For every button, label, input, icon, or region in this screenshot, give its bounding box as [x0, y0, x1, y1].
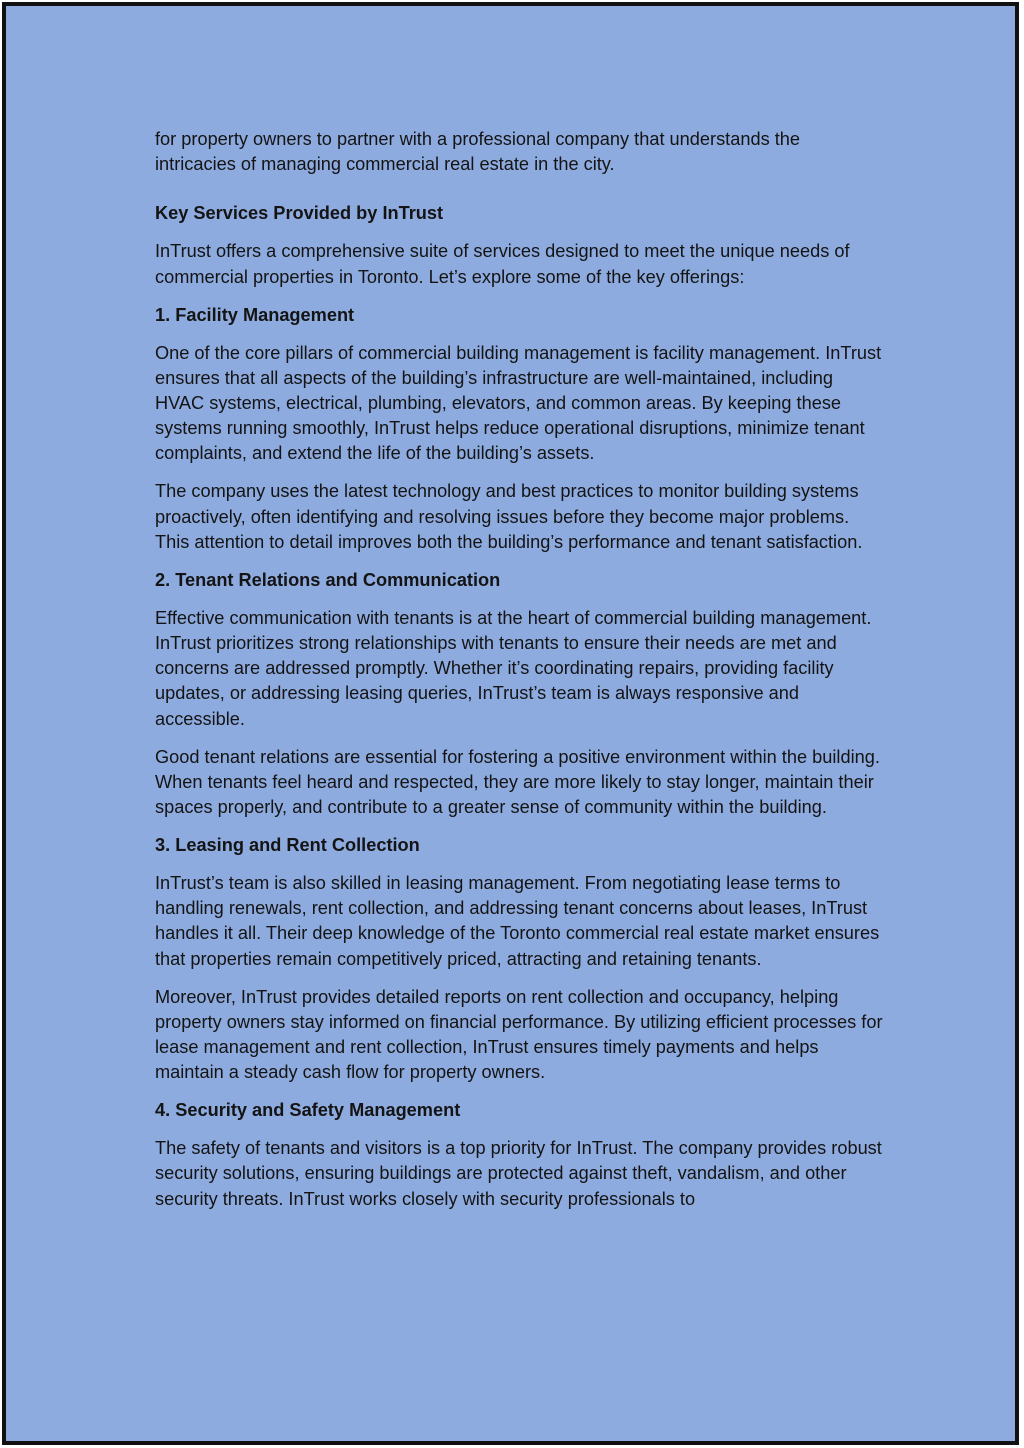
section-paragraph: Moreover, InTrust provides detailed reports on rent collection and occupancy, helping property owners stay informed on financial performance. By utilizing efficient processes for lease management and rent collection, InTrust ensures timely payments and helps maintain a steady cash flow for property owners.	[155, 986, 883, 1083]
section-paragraph: InTrust’s team is also skilled in leasing management. From negotiating lease terms to handling renewals, rent collection, and addressing tenant concerns about leases, InTrust handles it all. Their deep knowledge of the Toronto commercial real estate market ensures that properties remain competitively priced, attracting and retaining tenants.	[155, 873, 880, 969]
section-paragraph: Effective communication with tenants is at the heart of commercial building management. InTrust prioritizes strong relationships with tenants to ensure their needs are met and concerns are addressed promptly. Whether it’s coordinating repairs, providing facility updates, or addressing leasing queries, InTrust’s team is always responsive and accessible.	[155, 607, 872, 729]
section-paragraph: The safety of tenants and visitors is a top priority for InTrust. The company provides robust security solutions, ensuring buildings are protected against theft, vandalism, and other security threats. InTrust works closely with security professionals to	[155, 1138, 882, 1209]
document-page	[2, 2, 1019, 1445]
section-paragraph: The company uses the latest technology and best practices to monitor building systems proactively, often identifying and resolving issues before they become major problems. This attention to detail improves both the building’s performance and tenant satisfaction.	[155, 481, 863, 552]
section-heading-leasing: 3. Leasing and Rent Collection	[155, 835, 420, 856]
section-paragraph: Good tenant relations are essential for fostering a positive environment within the building. When tenants feel heard and respected, they are more likely to stay longer, maintain their spaces properly, and contribute to a greater sense of community within the building.	[155, 746, 880, 818]
document-body	[155, 127, 883, 1225]
services-heading: Key Services Provided by InTrust	[155, 203, 444, 224]
services-intro-paragraph: InTrust offers a comprehensive suite of services designed to meet the unique needs of commercial properties in Toronto. Let’s explore some of the key offerings:	[155, 241, 850, 287]
section-heading-tenant-relations: 2. Tenant Relations and Communication	[155, 569, 501, 590]
section-heading-security: 4. Security and Safety Management	[155, 1100, 461, 1121]
section-heading-facility-management: 1. Facility Management	[155, 304, 355, 325]
section-paragraph: One of the core pillars of commercial building management is facility management. InTrust ensures that all aspects of the building’s infrastructure are well-maintained, including HVAC systems, electrical, plumbing, elevators, and common areas. By keeping these systems running smoothly, InTrust helps reduce operational disruptions, minimize tenant complaints, and extend the life of the building’s assets.	[155, 342, 882, 464]
intro-paragraph: for property owners to partner with a professional company that understands the intricacies of managing commercial real estate in the city.	[155, 129, 800, 175]
